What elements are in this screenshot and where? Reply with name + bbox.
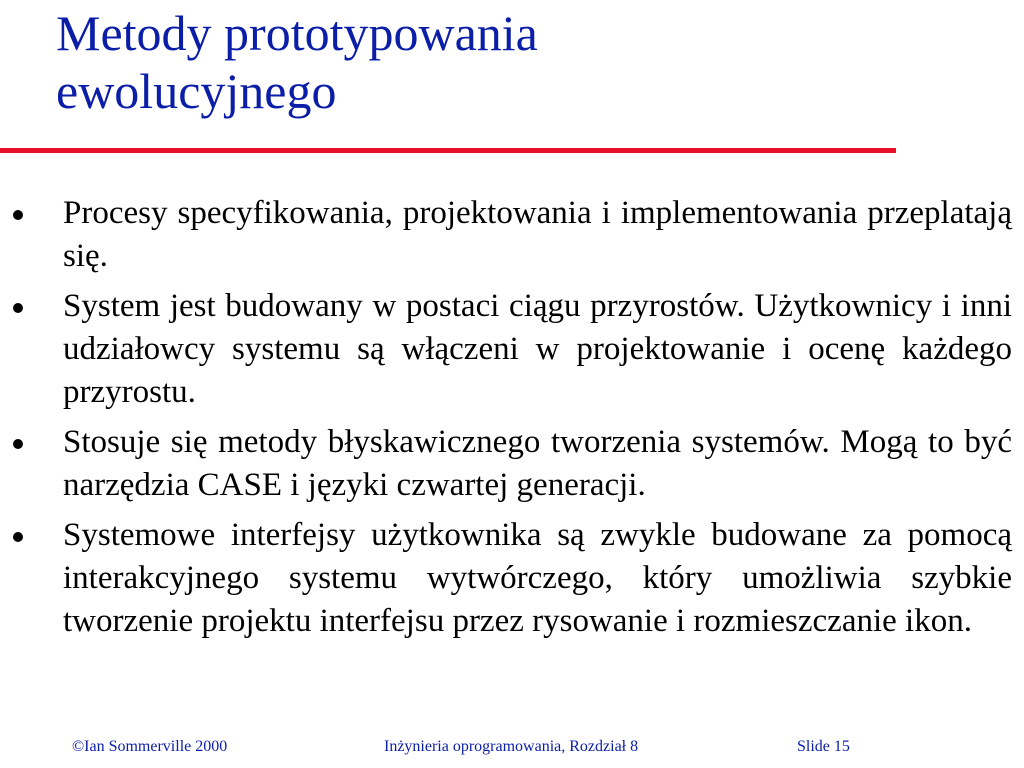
bullet-item — [0, 192, 1024, 278]
bullet-text: Stosuje się metody błyskawicznego tworzenia systemów. Mogą to być narzędzia CASE i języki czwartej generacji. — [63, 424, 1012, 503]
bullet-dot-icon — [13, 532, 23, 542]
bullet-item — [0, 285, 1024, 414]
bullet-text: Systemowe interfejsy użytkownika są zwykle budowane za pomocą interakcyjnego systemu wytwórczego, który umożliwia szybkie tworzenie projektu interfejsu przez rysowanie i rozmieszczanie ikon. — [63, 517, 1012, 639]
bullet-dot-icon — [13, 303, 23, 313]
bullet-item — [0, 514, 1024, 643]
bullet-text: System jest budowany w postaci ciągu przyrostów. Użytkownicy i inni udziałowcy systemu są włączeni w projektowanie i ocenę każdego przyrostu. — [63, 288, 1012, 410]
bullet-text: Procesy specyfikowania, projektowania i implementowania przeplatają się. — [63, 195, 1012, 274]
bullet-dot-icon — [13, 210, 23, 220]
footer-copyright: ©Ian Sommerville 2000 — [72, 738, 228, 755]
title-underline — [0, 148, 896, 153]
footer-slide-number: Slide 15 — [797, 738, 850, 755]
slide-title-line-1: Metody prototypowania — [56, 5, 538, 61]
slide-title-line-2: ewolucyjnego — [56, 63, 337, 119]
slide-title — [56, 4, 936, 120]
bullet-item — [0, 421, 1024, 507]
bullet-list — [0, 192, 1024, 650]
bullet-dot-icon — [13, 439, 23, 449]
footer-book-title: Inżynieria oprogramowania, Rozdział 8 — [384, 738, 639, 755]
